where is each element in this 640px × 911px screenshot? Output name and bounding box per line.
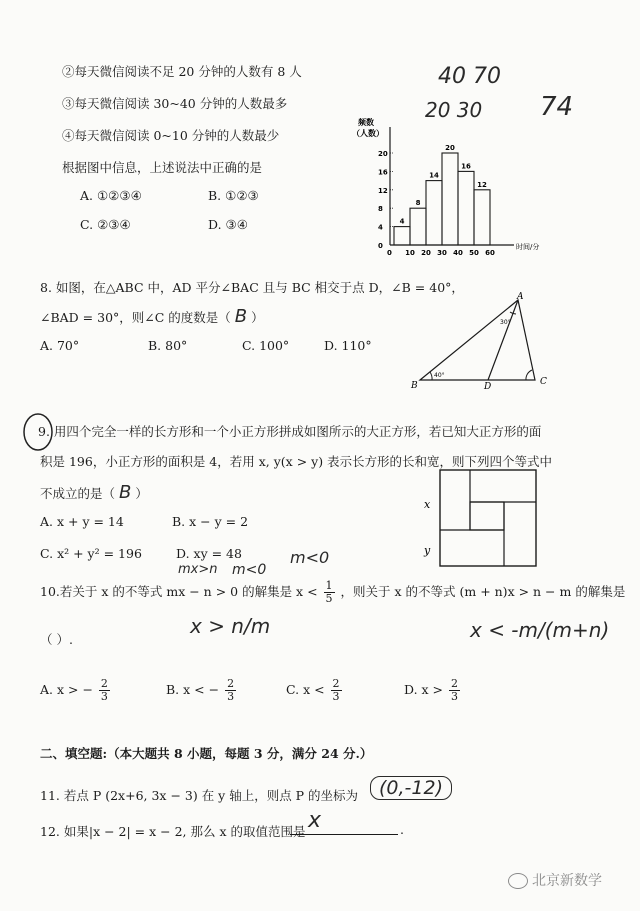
handwriting-note-7: x > n/m [190, 614, 271, 638]
q10-option-c-den: 3 [332, 690, 340, 703]
q11-text: 11. 若点 P (2x+6, 3x − 3) 在 y 轴上，则点 P 的坐标为 [40, 788, 359, 803]
q12-text: 12. 如果|x − 2| = x − 2, 那么 x 的取值范围是 [40, 824, 306, 839]
q10-line-1b: ，则关于 x 的不等式 (m + n)x > n − m 的解集是 [340, 584, 626, 599]
q8-option-d: D. 110° [324, 338, 372, 353]
label-a: A [517, 292, 524, 302]
q10-line-1a: 10.若关于 x 的不等式 mx − n > 0 的解集是 x < [40, 584, 318, 599]
q8-option-b: B. 80° [148, 338, 188, 353]
q7-statement-3: ③每天微信阅读 30~40 分钟的人数最多 [62, 96, 288, 111]
x-tick-label: 40 [453, 249, 463, 257]
q9-option-a: A. x + y = 14 [40, 514, 124, 529]
watermark-text: 北京新数学 [532, 873, 602, 889]
y-tick-label: 0 [378, 242, 383, 250]
y-tick-label: 12 [378, 186, 388, 195]
bar-value-label: 14 [429, 171, 439, 180]
q8-line-2-end: ） [251, 310, 264, 325]
q8-option-c: C. 100° [242, 338, 290, 353]
x-tick-label: 0 [387, 249, 392, 257]
histogram-bar [410, 208, 426, 245]
q10-option-b [166, 678, 238, 703]
y-tick-label: 4 [378, 223, 383, 232]
q10-option-d-den: 3 [451, 690, 459, 703]
q12-end: . [400, 822, 404, 837]
q7-option-a: A. ①②③④ [80, 188, 142, 203]
wechat-icon [508, 873, 528, 889]
q7-option-c: C. ②③④ [80, 217, 131, 232]
label-angle-b: 40° [434, 372, 445, 379]
q9-line-3-end: ） [135, 486, 148, 501]
label-angle-a: 30° [500, 319, 511, 326]
y-tick-label: 16 [378, 168, 388, 177]
q10-fraction-den: 5 [325, 592, 333, 605]
q8-line-2-text: ∠BAD = 30°，则∠C 的度数是（ [40, 310, 231, 325]
bar-value-label: 4 [399, 217, 405, 226]
q12-handwritten-answer: x [308, 808, 322, 833]
histogram-bar [394, 227, 410, 245]
x-tick-label: 10 [405, 249, 415, 257]
q9-option-b: B. x − y = 2 [172, 514, 249, 529]
watermark [508, 870, 602, 890]
bar-value-label: 16 [461, 162, 471, 171]
q10-option-d-num: 2 [451, 677, 459, 690]
big-square [440, 470, 536, 566]
q9-handwritten-answer: B [119, 482, 132, 503]
histogram-bar [458, 171, 474, 245]
q9-option-c: C. x² + y² = 196 [40, 546, 142, 561]
square-figure [420, 468, 570, 568]
q10-option-c [286, 678, 344, 703]
q7-option-d: D. ③④ [208, 217, 248, 232]
q9-line-3-text: 不成立的是（ [40, 486, 116, 501]
triangle-figure [400, 290, 560, 390]
x-tick-label: 50 [469, 249, 479, 257]
q10-option-c-num: 2 [332, 677, 340, 690]
x-tick-label: 30 [437, 249, 447, 257]
x-tick-label: 60 [485, 249, 495, 257]
q10-option-a [40, 678, 112, 703]
q11-handwritten-answer: (0,-12) [370, 776, 452, 800]
q8-line-1: 8. 如图，在△ABC 中，AD 平分∠BAC 且与 BC 相交于点 D，∠B = 40°， [40, 280, 464, 295]
bar-value-label: 12 [477, 180, 487, 189]
y-tick-label: 8 [378, 205, 383, 214]
q9-line-1: 9. 用四个完全一样的长方形和一个小正方形拼成如图所示的大正方形，若已知大正方形的面 [38, 424, 542, 439]
bar-value-label: 20 [445, 144, 455, 152]
q8-option-a: A. 70° [40, 338, 80, 353]
y-axis-label-2: （人数） [352, 129, 384, 138]
q9-line-3 [40, 482, 148, 503]
q10-option-c-text: C. x < [286, 682, 325, 697]
q10-option-b-num: 2 [227, 677, 235, 690]
histogram-bar [442, 153, 458, 245]
q10-option-a-text: A. x > − [40, 682, 93, 697]
q9-option-d: D. xy = 48 [176, 546, 242, 561]
handwriting-note-6: m<0 [232, 562, 267, 578]
triangle-abc [420, 300, 535, 380]
q10-line-1 [40, 580, 625, 605]
q10-option-d [404, 678, 462, 703]
section-2-title: 二、填空题:（本大题共 8 小题，每题 3 分，满分 24 分.） [40, 746, 373, 761]
q7-statement-4: ④每天微信阅读 0~10 分钟的人数最少 [62, 128, 280, 143]
small-square [470, 502, 504, 530]
handwriting-note-3: 74 [540, 92, 574, 122]
label-x: x [424, 498, 431, 511]
angle-b-arc [430, 372, 432, 380]
y-axis-label-1: 频数 [358, 118, 374, 127]
handwriting-note-1: 40 70 [438, 64, 501, 89]
q10-paren: （ ）. [40, 632, 73, 647]
q10-fraction-num: 1 [325, 579, 333, 592]
label-c: C [540, 377, 547, 387]
histogram-bar [426, 181, 442, 245]
q7-option-b: B. ①②③ [208, 188, 259, 203]
q7-prompt: 根据图中信息，上述说法中正确的是 [62, 160, 263, 175]
handwriting-note-8: x < -m/(m+n) [470, 618, 610, 642]
y-tick-label: 20 [378, 150, 388, 158]
handwriting-note-4: m<0 [290, 548, 330, 567]
x-axis-label: 时间/分 [516, 243, 540, 251]
bar-value-label: 8 [415, 199, 421, 208]
q8-handwritten-answer: B [234, 306, 248, 327]
q10-option-b-text: B. x < − [166, 682, 220, 697]
q9-line-2: 积是 196，小正方形的面积是 4，若用 x, y(x > y) 表示长方形的长和宽，则下列四个等式中 [40, 454, 553, 469]
label-b: B [411, 381, 418, 390]
q8-line-2 [40, 306, 264, 327]
q10-option-a-num: 2 [100, 677, 108, 690]
angle-c-arc [526, 370, 532, 380]
q10-option-d-text: D. x > [404, 682, 444, 697]
x-tick-label: 20 [421, 249, 431, 257]
label-y: y [424, 544, 431, 557]
q10-option-b-den: 3 [227, 690, 235, 703]
handwriting-note-5: mx>n [178, 562, 218, 577]
q12-answer-blank [290, 808, 398, 835]
q10-option-a-den: 3 [100, 690, 108, 703]
histogram-chart [350, 115, 550, 265]
q7-statement-2: ②每天微信阅读不足 20 分钟的人数有 8 人 [62, 64, 302, 79]
q10-fraction [324, 580, 335, 605]
histogram-bar [474, 190, 490, 245]
handwriting-note-2: 20 30 [425, 98, 483, 122]
label-d: D [484, 382, 492, 390]
